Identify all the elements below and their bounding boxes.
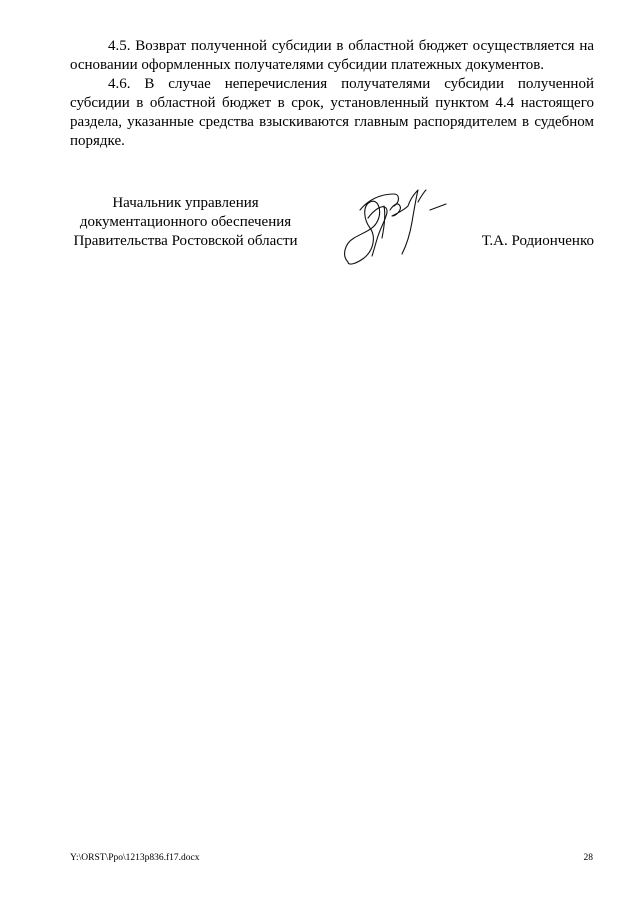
position-line-1: Начальник управления (112, 195, 259, 211)
position-line-3: Правительства Ростовской области (73, 233, 298, 249)
signatory-name: Т.А. Родионченко (481, 233, 594, 249)
signatory-position (58, 194, 313, 251)
paragraph-4-5: 4.5. Возврат полученной субсидии в областной бюджет осуществляется на основании оформленных получателями субсидии платежных документов. (70, 38, 594, 73)
page-number: 28 (583, 853, 593, 863)
position-line-2: документационного обеспечения (79, 214, 292, 230)
footer-file-path: Y:\ORST\Ppo\1213p836.f17.docx (70, 853, 200, 863)
handwritten-signature (334, 180, 454, 270)
paragraph-4-6: 4.6. В случае неперечисления получателями субсидии полученной субсидии в областной бюджет в срок, установленный пунктом 4.4 настоящего раздела, указанные средства взыскиваются главным распорядителем в судебном порядке. (70, 76, 594, 149)
